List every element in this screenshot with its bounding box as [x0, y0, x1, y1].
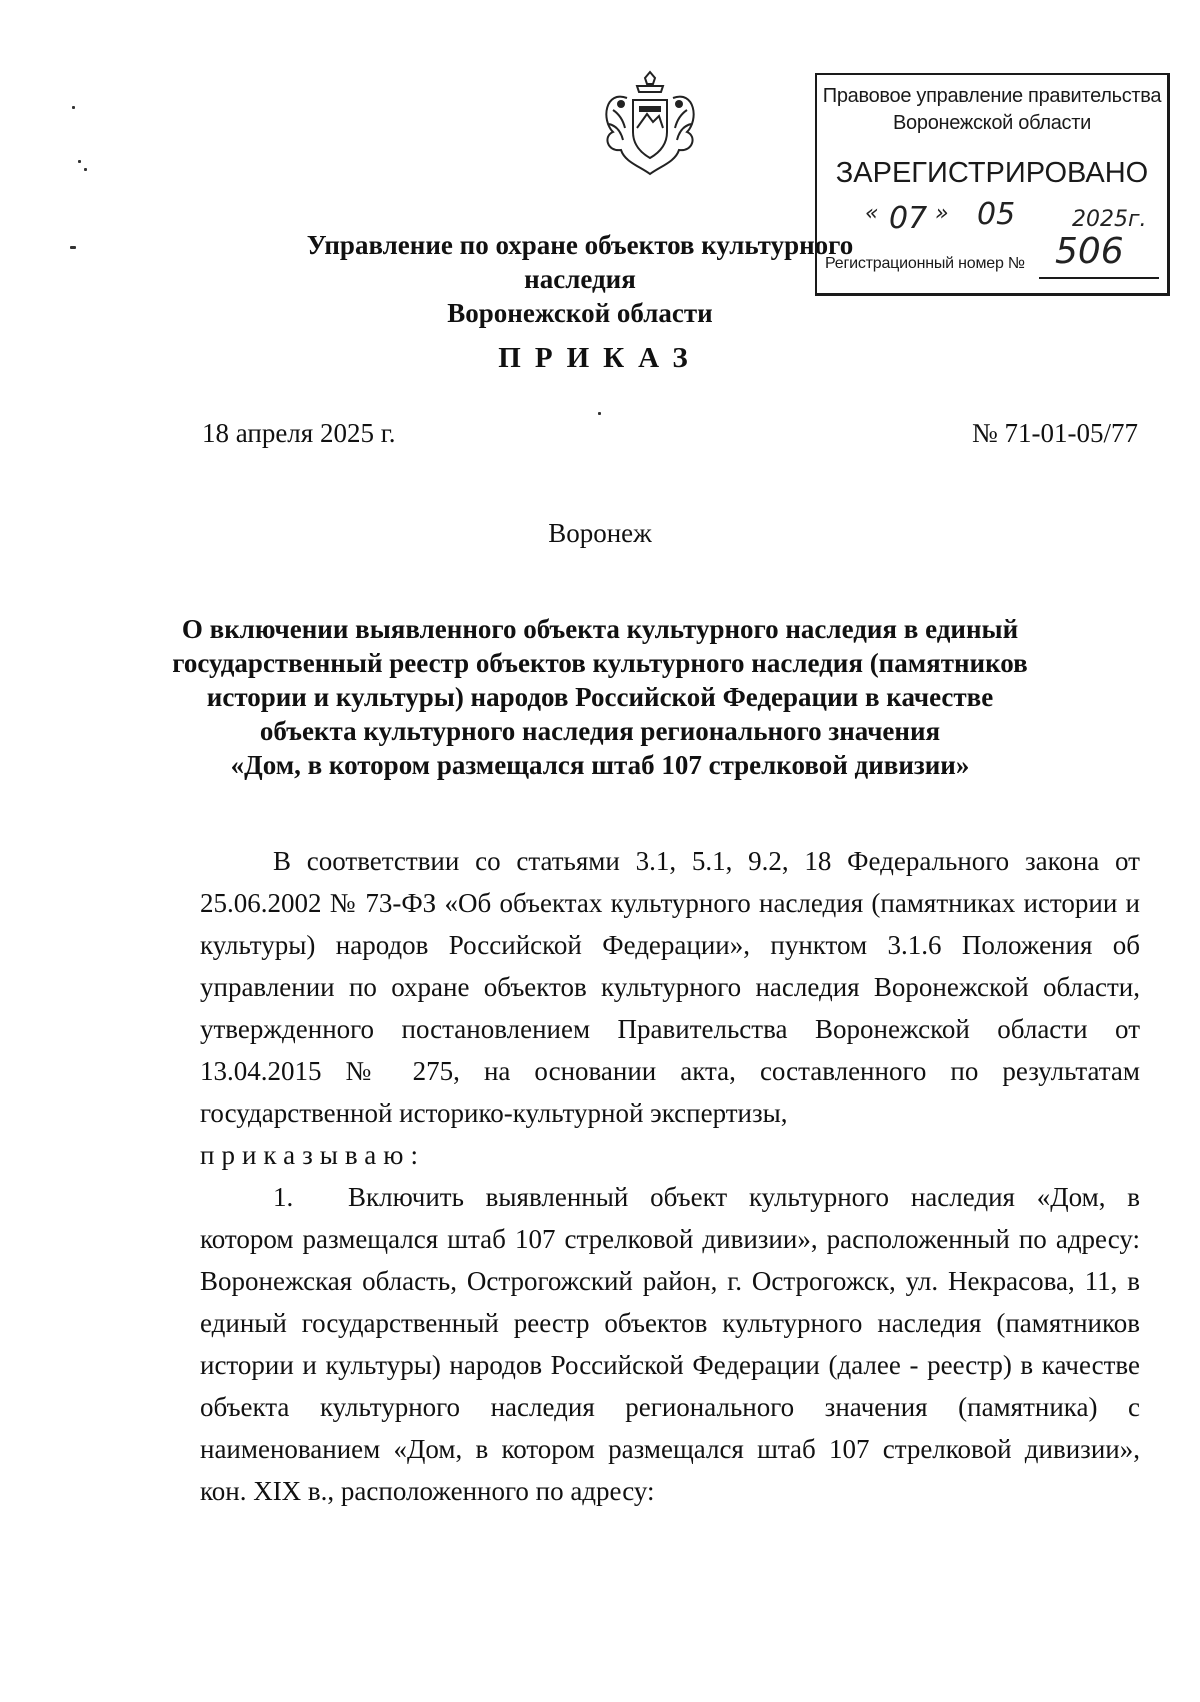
- authority-name: [300, 228, 860, 330]
- scan-mark: [84, 168, 87, 171]
- scan-mark: [78, 160, 81, 163]
- stamp-organization: [817, 83, 1167, 137]
- authority-line1: Управление по охране объектов культурного наследия: [306, 230, 854, 294]
- item-1-number: 1.: [273, 1182, 294, 1212]
- item-1-text: Включить выявленный объект культурного наследия «Дом, в котором размещался штаб 107 стрелковой дивизии», расположенный по адресу: Воронежская область, Острогожский район, г. Острогожск, ул. Некрасова, 11, в единый государственный реестр объектов культурного наследия (памятников истории и культуры) народов Российской Федерации (далее - реестр) в качестве объекта культурного наследия регионального значения (памятника) с наименованием «Дом, в котором размещался штаб 107 стрелковой дивизии», кон. XIX в., расположенного по адресу:: [200, 1182, 1140, 1506]
- quote-close: »: [935, 201, 949, 226]
- document-type: ПРИКАЗ: [498, 342, 702, 374]
- stamp-date-year: 2025г.: [1072, 207, 1147, 232]
- coat-of-arms-emblem: [595, 70, 705, 180]
- stamp-reg-number: 506: [1055, 231, 1124, 272]
- quote-open: «: [865, 201, 879, 226]
- item-1-paragraph: [200, 1176, 1140, 1512]
- stamp-date-month: 05: [977, 197, 1016, 232]
- document-title: [150, 612, 1050, 782]
- stamp-date-day: 07: [889, 201, 928, 236]
- registration-stamp: [815, 73, 1170, 296]
- stamp-org-line1: Правовое управление правительства: [822, 85, 1162, 107]
- preamble-paragraph: В соответствии со статьями 3.1, 5.1, 9.2, 18 Федерального закона от 25.06.2002 № 73-ФЗ «Об объектах культурного наследия (памятниках истории и культуры) народов Российской Федерации», пунктом 3.1.6 Положения об управлении по охране объектов культурного наследия Воронежской области, утвержденного постановлением Правительства Воронежской области от 13.04.2015 № 275, на основании акта, составленного по результатам государственной историко-культурной экспертизы,: [200, 846, 1140, 1128]
- title-line1: О включении выявленного объекта культурного наследия в единый: [181, 614, 1019, 644]
- title-line3: истории и культуры) народов Российской Федерации в качестве: [206, 682, 994, 712]
- document-body: [200, 840, 1140, 1512]
- scan-mark: [72, 106, 75, 109]
- stamp-reg-label: Регистрационный номер №: [825, 255, 1025, 272]
- title-line4: объекта культурного наследия регионального значения: [259, 716, 941, 746]
- title-line5: «Дом, в котором размещался штаб 107 стрелковой дивизии»: [230, 750, 970, 780]
- stamp-org-line2: Воронежской области: [893, 112, 1091, 134]
- document-number: № 71-01-05/77: [972, 418, 1138, 448]
- document-city: Воронеж: [548, 518, 652, 548]
- scan-mark: [70, 246, 76, 249]
- authority-line2: Воронежской области: [447, 298, 713, 328]
- scan-mark: [598, 412, 601, 415]
- title-line2: государственный реестр объектов культурного наследия (памятников: [172, 648, 1028, 678]
- order-word: приказываю:: [200, 1140, 425, 1170]
- stamp-number-underline: [1039, 277, 1159, 279]
- document-date: 18 апреля 2025 г.: [202, 418, 396, 448]
- stamp-status: ЗАРЕГИСТРИРОВАНО: [835, 157, 1149, 189]
